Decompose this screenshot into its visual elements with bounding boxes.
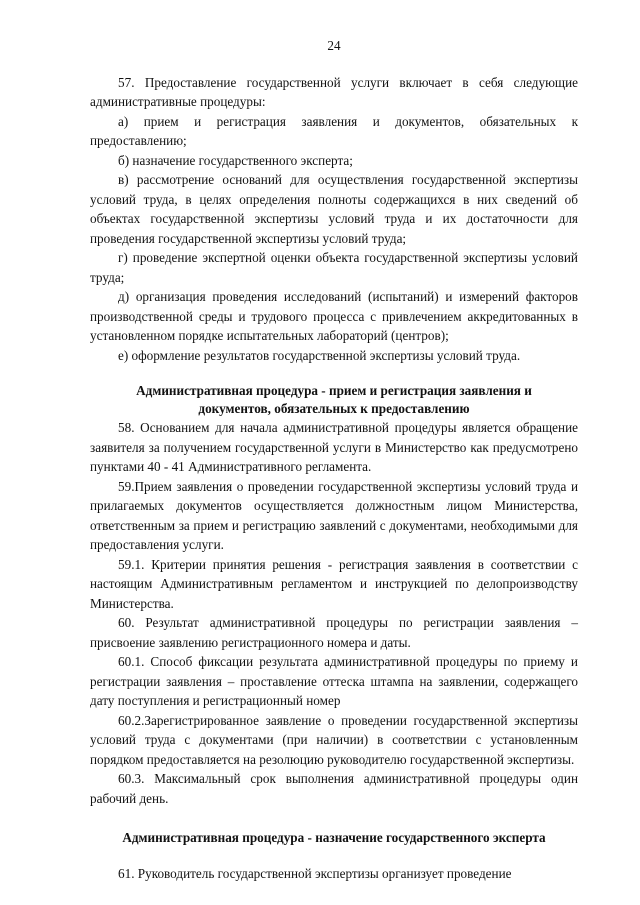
list-item-b: б) назначение государственного эксперта;: [118, 152, 353, 168]
list-item-a: а) прием и регистрация заявления и документов, обязательных к предоставлению;: [90, 113, 578, 148]
heading-line-1: Административная процедура - прием и регистрация заявления и: [136, 383, 532, 398]
paragraph-58: 58. Основанием для начала административной процедуры является обращение заявителя за получением государственной услуги в Министерство как предусмотрено пунктами 40 - 41 Административного регламента.: [90, 420, 578, 474]
paragraph-60: 60. Результат административной процедуры по регистрации заявления – присвоение заявлению регистрационного номера и даты.: [90, 615, 578, 650]
section-heading-expert-assignment: Административная процедура - назначение государственного эксперта: [122, 830, 546, 845]
document-page: [90, 36, 578, 884]
section-heading-reception: [90, 382, 578, 418]
paragraph-59-1: 59.1. Критерии принятия решения - регистрация заявления в соответствии с настоящим Административным регламентом и инструкцией по делопроизводству Министерства.: [90, 556, 578, 611]
paragraph-59: 59.Прием заявления о проведении государственной экспертизы условий труда и прилагаемых документов осуществляется должностным лицом Министерства, ответственным за прием и регистрацию заявлений с документами, необходимыми для предоставления услуги.: [90, 478, 578, 552]
paragraph-60-2: 60.2.Зарегистрированное заявление о проведении государственной экспертизы условий труда с документами (при наличии) в соответствии с установленным порядком предоставляется на резолюцию руководителю государственной экспертизы.: [90, 712, 578, 767]
paragraph-60-1: 60.1. Способ фиксации результата административной процедуры по приему и регистрации заявления – проставление оттеска штампа на заявлении, содержащего дату поступления и регистрационный номер: [90, 654, 578, 708]
heading-line-2: документов, обязательных к предоставлению: [198, 401, 470, 416]
list-item-v: в) рассмотрение оснований для осуществления государственной экспертизы условий труда, в целях определения полноты содержащихся в них сведений об объектах государственной экспертизы условий труда и их достаточности для проведения государственной экспертизы условий труда;: [90, 172, 578, 246]
paragraph-60-3: 60.3. Максимальный срок выполнения административной процедуры один рабочий день.: [90, 771, 578, 806]
list-item-e: е) оформление результатов государственной экспертизы условий труда.: [118, 347, 521, 363]
paragraph-61: 61. Руководитель государственной экспертизы организует проведение: [118, 866, 512, 881]
list-item-d: д) организация проведения исследований (испытаний) и измерений факторов производственной среды и трудового процесса с привлечением аккредитованных в установленном порядке испытательных лабораторий (центров);: [90, 289, 578, 343]
page-number: 24: [327, 38, 341, 53]
paragraph-57: 57. Предоставление государственной услуги включает в себя следующие административные процедуры:: [90, 74, 578, 109]
list-item-g: г) проведение экспертной оценки объекта государственной экспертизы условий труда;: [90, 250, 578, 285]
